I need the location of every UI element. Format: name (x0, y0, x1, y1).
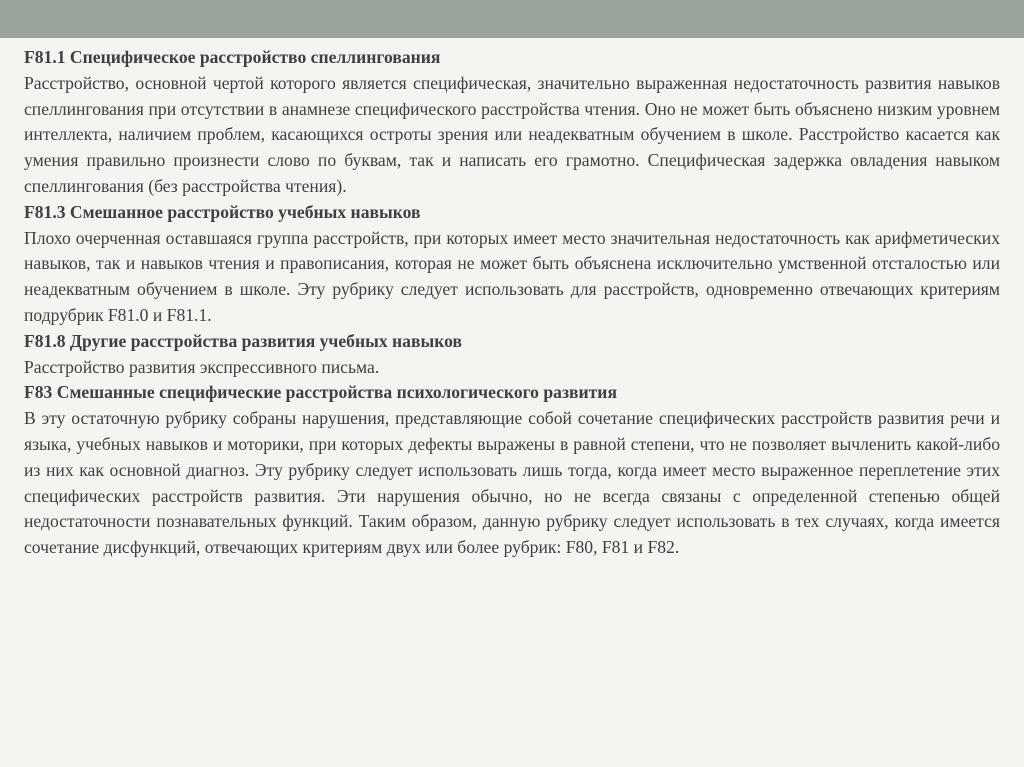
section-heading-f81-1: F81.1 Специфическое расстройство спеллингования (24, 47, 441, 67)
section-heading-f83: F83 Смешанные специфические расстройства психологического развития (24, 382, 617, 403)
section-text-f81-8: Расстройство развития экспрессивного письма. (24, 356, 380, 377)
section-text-f83: В эту остаточную рубрику собраны нарушения, представляющие собой сочетание специфических расстройств развития речи и языка, учебных навыков и моторики, при которых дефекты выражены в равной степени, что не позволяет вычленить какой-либо из них как основной диагноз. Эту рубрику следует использовать лишь тогда, когда имеет место выраженное переплетение этих специфических расстройств развития. Эти нарушения обычно, но не всегда связаны с определенной степенью общей недостаточности познавательных функций. Таким образом, данную рубрику следует использовать в тех случаях, когда имеется сочетание дисфункций, отвечающих критериям двух или более рубрик: F80, F81 и F82. (24, 408, 1000, 558)
section-heading-f81-8: F81.8 Другие расстройства развития учебных навыков (24, 330, 462, 351)
top-banner (0, 0, 1024, 38)
section-text-f81-1: Расстройство, основной чертой которого является специфическая, значительно выраженная недостаточность развития навыков спеллингования при отсутствии в анамнезе специфического расстройства чтения. Оно не может быть объяснено низким уровнем интеллекта, наличием проблем, касающихся остроты зрения или неадекватным обучением в школе. Расстройство касается как умения правильно произнести слово по буквам, так и написать его грамотно. Специфическая задержка овладения навыком спеллингования (без расстройства чтения). (24, 72, 1000, 196)
slide-content (24, 45, 1000, 561)
section-text-f81-3: Плохо очерченная оставшаяся группа расстройств, при которых имеет место значительная недостаточность как арифметических навыков, так и навыков чтения и правописания, которая не может быть объяснена исключительно умственной отсталостью или неадекватным обучением в школе. Эту рубрику следует использовать для расстройств, одновременно отвечающих критериям подрубрик F81.0 и F81.1. (24, 227, 1000, 325)
slide (0, 38, 1024, 767)
section-heading-f81-3: F81.3 Смешанное расстройство учебных навыков (24, 201, 421, 222)
